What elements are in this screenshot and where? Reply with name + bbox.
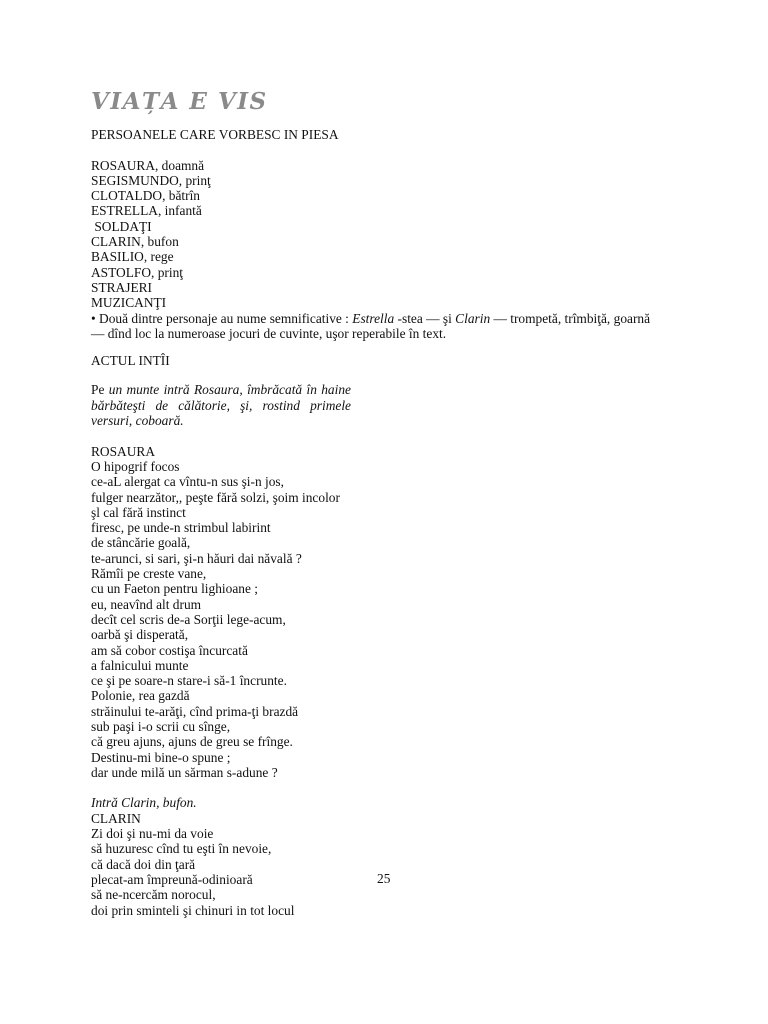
verse-line: că greu ajuns, ajuns de greu se frînge. [91, 734, 293, 750]
verse-line: dar unde milă un sărman s-adune ? [91, 764, 278, 780]
stage-direction-lead: Pe [91, 382, 109, 398]
speaker-name: ROSAURA [91, 443, 155, 459]
verse-line: Polonie, rea gazdă [91, 688, 190, 704]
page-number: 25 [377, 871, 391, 886]
verse-line: Rămîi pe creste vane, [91, 566, 207, 582]
note-name-estrella: Estrella [352, 310, 395, 326]
verse-line: ce-aL alergat ca vîntu-n sus şi-n jos, [91, 474, 284, 490]
character-item: SEGISMUNDO, prinţ [91, 172, 211, 188]
verse-block [91, 826, 691, 918]
note-mid: -stea — şi [394, 310, 456, 326]
verse-line: să huzuresc cînd tu eşti în nevoie, [91, 841, 272, 857]
verse-line: de stâncărie goală, [91, 535, 191, 551]
stage-direction [91, 382, 351, 428]
verse-line: a falnicului munte [91, 657, 189, 673]
verse-line: ce şi pe soare-n stare-i să-1 încrunte. [91, 673, 287, 689]
verse-line: doi prin sminteli şi chinuri in tot locul [91, 902, 295, 918]
verse-line: te-arunci, si sari, şi-n hăuri dai năvală ? [91, 550, 302, 566]
character-list [91, 158, 691, 311]
names-footnote [91, 311, 651, 342]
verse-line: eu, neavînd alt drum [91, 596, 202, 612]
character-item: CLARIN, bufon [91, 234, 179, 250]
speaker-name: CLARIN [91, 810, 141, 826]
character-item: MUZICANŢI [91, 295, 167, 311]
act-heading: ACTUL INTÎI [91, 353, 170, 369]
spacer [91, 428, 691, 443]
stage-direction-text: un munte intră Rosaura, îmbrăcată în haine bărbăteşti de călătorie, şi, rostind primele versuri, coboară. [91, 382, 351, 429]
verse-line: decît cel scris de-a Sorţii lege-acum, [91, 611, 286, 627]
character-item: BASILIO, rege [91, 249, 174, 265]
note-name-clarin: Clarin [455, 310, 491, 326]
character-item: ASTOLFO, prinţ [91, 264, 184, 280]
spacer [91, 368, 691, 382]
verse-line: cu un Faeton pentru lighioane ; [91, 581, 258, 597]
stage-direction: Intră Clarin, bufon. [91, 795, 197, 811]
verse-line: străinului te-arăţi, cînd prima-ţi brazdă [91, 703, 299, 719]
character-item: ROSAURA, doamnă [91, 157, 205, 173]
verse-line: O hipogrif focos [91, 458, 180, 474]
verse-line: că dacă doi din ţară [91, 856, 196, 872]
spacer [91, 780, 691, 795]
spacer [91, 341, 691, 353]
play-title: VIAȚA E VIS [91, 88, 268, 115]
verse-line: plecat-am împreună-odinioară [91, 871, 253, 887]
note-prefix: • Două dintre personaje au nume semnificative : [91, 310, 353, 326]
document-page [91, 84, 691, 918]
character-item: SOLDAŢI [91, 218, 152, 234]
verse-line: oarbă şi disperată, [91, 627, 189, 643]
character-item: STRAJERI [91, 279, 153, 295]
character-item: CLOTALDO, bătrîn [91, 188, 201, 204]
character-item: ESTRELLA, infantă [91, 203, 202, 219]
verse-line: Destinu-mi bine-o spune ; [91, 749, 231, 765]
verse-line: firesc, pe unde-n strimbul labirint [91, 520, 271, 536]
verse-line: Zi doi şi nu-mi da voie [91, 826, 214, 842]
verse-line: sub paşi i-o scrii cu sînge, [91, 718, 231, 734]
cast-heading: PERSOANELE CARE VORBESC IN PIESA [91, 127, 339, 142]
verse-line: fulger nearzător,, peşte fără solzi, şoim incolor [91, 489, 340, 505]
spacer [91, 142, 691, 157]
verse-line: să ne-ncercăm norocul, [91, 887, 216, 903]
verse-line: am să cobor costişa încurcată [91, 642, 248, 658]
note-suffix: — trompetă, trîmbiţă, goarnă — dînd loc la numeroase jocuri de cuvinte, uşor reperabile în text. [91, 310, 651, 341]
verse-block [91, 459, 691, 780]
verse-line: şl cal fără instinct [91, 504, 186, 520]
